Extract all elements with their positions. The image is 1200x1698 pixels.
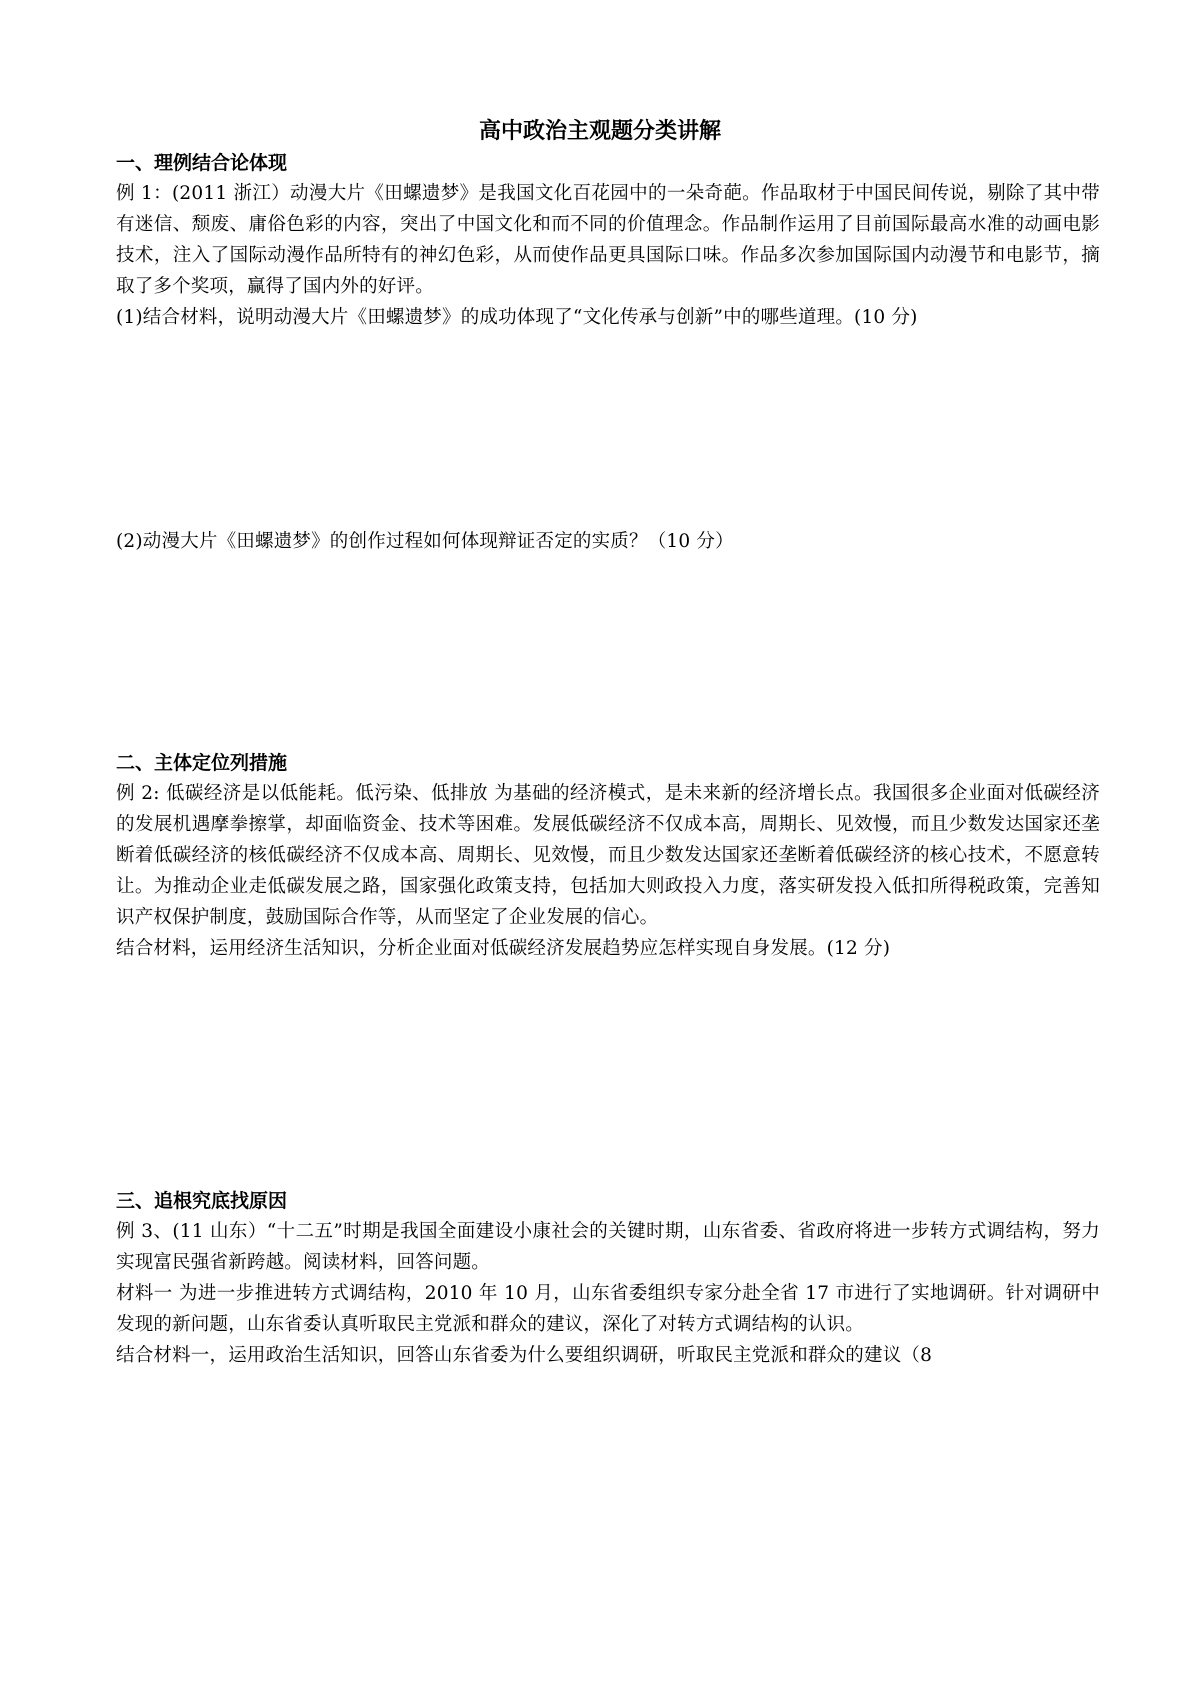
- example-3-material: 材料一 为进一步推进转方式调结构，2010 年 10 月，山东省委组织专家分赴全省 17 市进行了实地调研。针对调研中发现的新问题，山东省委认真听取民主党派和群众的建议，深化了对转方式调结构的认识。: [116, 1283, 1100, 1335]
- example-1-question-2: (2)动漫大片《田螺遗梦》的创作过程如何体现辩证否定的实质？（10 分）: [116, 531, 734, 552]
- example-3-text: 例 3、(11 山东）“十二五”时期是我国全面建设小康社会的关键时期，山东省委、省政府将进一步转方式调结构，努力实现富民强省新跨越。阅读材料，回答问题。: [116, 1221, 1100, 1273]
- example-1-text: 例 1：(2011 浙江）动漫大片《田螺遗梦》是我国文化百花园中的一朵奇葩。作品取材于中国民间传说，剔除了其中带有迷信、颓废、庸俗色彩的内容，突出了中国文化和而不同的价值理念。作品制作运用了目前国际最高水准的动画电影技术，注入了国际动漫作品所特有的神幻色彩，从而使作品更具国际口味。作品多次参加国际国内动漫节和电影节，摘取了多个奖项，赢得了国内外的好评。: [116, 183, 1100, 297]
- section-1-heading: 一、理例结合论体现: [116, 152, 288, 174]
- example-3-question: 结合材料一，运用政治生活知识，回答山东省委为什么要组织调研，听取民主党派和群众的建议（8: [116, 1345, 933, 1366]
- section-2-heading: 二、主体定位列措施: [116, 752, 288, 774]
- example-2-text: 例 2: 低碳经济是以低能耗。低污染、低排放 为基础的经济模式，是未来新的经济增长点。我国很多企业面对低碳经济的发展机遇摩拳擦掌，却面临资金、技术等困难。发展低碳经济不仅成本高，周期长、见效慢，而且少数发达国家还垄断着低碳经济的核低碳经济不仅成本高、周期长、见效慢，而且少数发达国家还垄断着低碳经济的核心技术，不愿意转让。为推动企业走低碳发展之路，国家强化政策支持，包括加大则政投入力度，落实研发投入低扣所得税政策，完善知识产权保护制度，鼓励国际合作等，从而坚定了企业发展的信心。: [116, 783, 1100, 928]
- section-1: [116, 148, 1100, 333]
- section-3-heading: 三、追根究底找原因: [116, 1190, 288, 1212]
- example-2-question: 结合材料，运用经济生活知识，分析企业面对低碳经济发展趋势应怎样实现自身发展。(12 分): [116, 938, 891, 959]
- document-title: 高中政治主观题分类讲解: [478, 118, 721, 144]
- section-3: [116, 1186, 1100, 1371]
- section-1-question-2-block: [116, 526, 1100, 557]
- section-2: [116, 748, 1100, 964]
- example-1-question-1: (1)结合材料，说明动漫大片《田螺遗梦》的成功体现了“文化传承与创新”中的哪些道理。(10 分): [116, 307, 918, 328]
